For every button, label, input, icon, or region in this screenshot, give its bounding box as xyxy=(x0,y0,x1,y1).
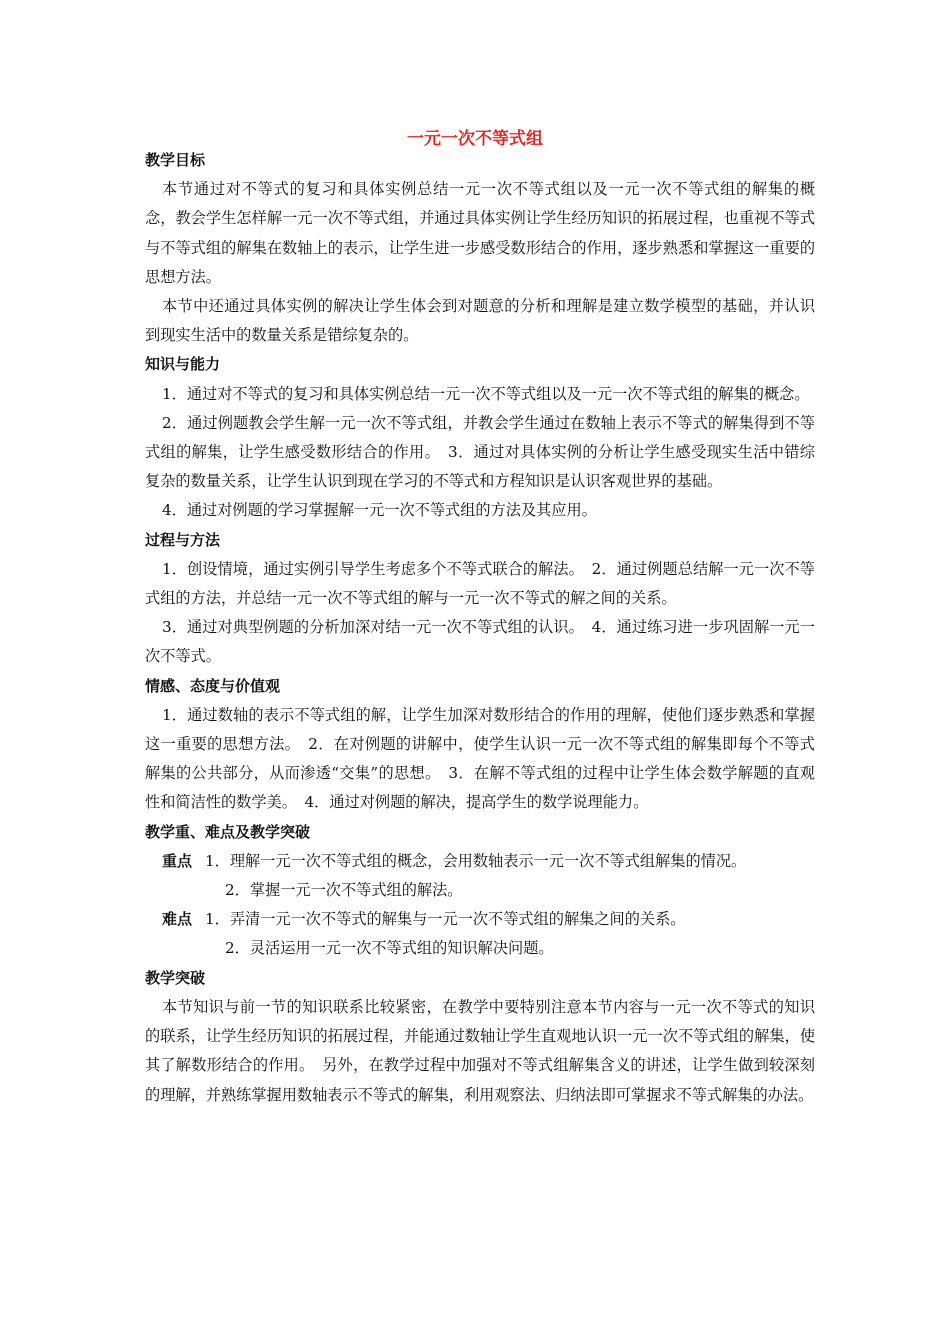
difficult-point-row xyxy=(145,905,815,934)
key-point-text-2: 2．掌握一元一次不等式组的解法。 xyxy=(225,881,463,900)
doc-content xyxy=(145,146,815,1110)
heading-teaching-goals: 教学目标 xyxy=(145,151,206,169)
difficult-point-label: 难点 xyxy=(162,910,193,929)
heading-key-difficult-points: 教学重、难点及教学突破 xyxy=(145,822,311,841)
difficult-point-text-2: 2．灵活运用一元一次不等式组的知识解决问题。 xyxy=(225,939,554,958)
heading-teaching-breakthrough: 教学突破 xyxy=(145,968,206,987)
paragraph: 本节通过对不等式的复习和具体实例总结一元一次不等式组以及一元一次不等式组的解集的概念，教会学生怎样解一元一次不等式组，并通过具体实例让学生经历知识的拓展过程，也重视不等式与不等式组的解集在数轴上的表示，让学生进一步感受数形结合的作用，逐步熟悉和掌握这一重要的思想方法。 xyxy=(145,180,815,286)
heading-knowledge-ability: 知识与能力 xyxy=(145,355,221,374)
heading-process-method: 过程与方法 xyxy=(145,530,221,549)
paragraph: 1．通过数轴的表示不等式组的解，让学生加深对数形结合的作用的理解，使他们逐步熟悉和掌握这一重要的思想方法。 2．在对例题的讲解中，使学生认识一元一次不等式组的解集即每个不等式解集的公共部分，从而渗透“交集”的思想。 3．在解不等式组的过程中让学生体会数学解题的直观性和简洁性的数学美。 4．通过对例题的解决，提高学生的数学说理能力。 xyxy=(145,705,815,812)
paragraph: 1．通过对不等式的复习和具体实例总结一元一次不等式组以及一元一次不等式组的解集的概念。 xyxy=(162,384,810,403)
doc-title: 一元一次不等式组 xyxy=(407,129,543,149)
paragraph: 2．通过例题教会学生解一元一次不等式组，并教会学生通过在数轴上表示不等式的解集得到不等式组的解集，让学生感受数形结合的作用。 3．通过对具体实例的分析让学生感受现实生活中错综复杂的数量关系，让学生认识到现在学习的不等式和方程知识是认识客观世界的基础。 xyxy=(145,413,815,491)
key-point-text: 1．理解一元一次不等式组的概念，会用数轴表示一元一次不等式组解集的情况。 xyxy=(205,851,747,870)
paragraph: 4．通过对例题的学习掌握解一元一次不等式组的方法及其应用。 xyxy=(162,501,597,520)
key-point-row xyxy=(145,847,815,876)
paragraph: 1．创设情境，通过实例引导学生考虑多个不等式联合的解法。 2．通过例题总结解一元一次不等式组的方法，并总结一元一次不等式组的解与一元一次不等式的解之间的关系。 xyxy=(145,559,815,608)
paragraph: 3．通过对典型例题的分析加深对结一元一次不等式组的认识。 4．通过练习进一步巩固解一元一次不等式。 xyxy=(145,618,815,666)
key-point-label: 重点 xyxy=(162,851,193,870)
paragraph: 本节知识与前一节的知识联系比较紧密，在教学中要特别注意本节内容与一元一次不等式的知识的联系，让学生经历知识的拓展过程，并能通过数轴让学生直观地认识一元一次不等式组的解集，使其了解数形结合的作用。 另外，在教学过程中加强对不等式组解集含义的讲述，让学生做到较深刻的理解，并熟练掌握用数轴表示不等式的解集，利用观察法、归纳法即可掌握求不等式解集的办法。 xyxy=(145,997,815,1104)
heading-emotion-values: 情感、态度与价值观 xyxy=(145,676,281,695)
difficult-point-text: 1．弄清一元一次不等式的解集与一元一次不等式组的解集之间的关系。 xyxy=(205,910,686,929)
paragraph: 本节中还通过具体实例的解决让学生体会到对题意的分析和理解是建立数学模型的基础，并认识到现实生活中的数量关系是错综复杂的。 xyxy=(145,297,815,345)
